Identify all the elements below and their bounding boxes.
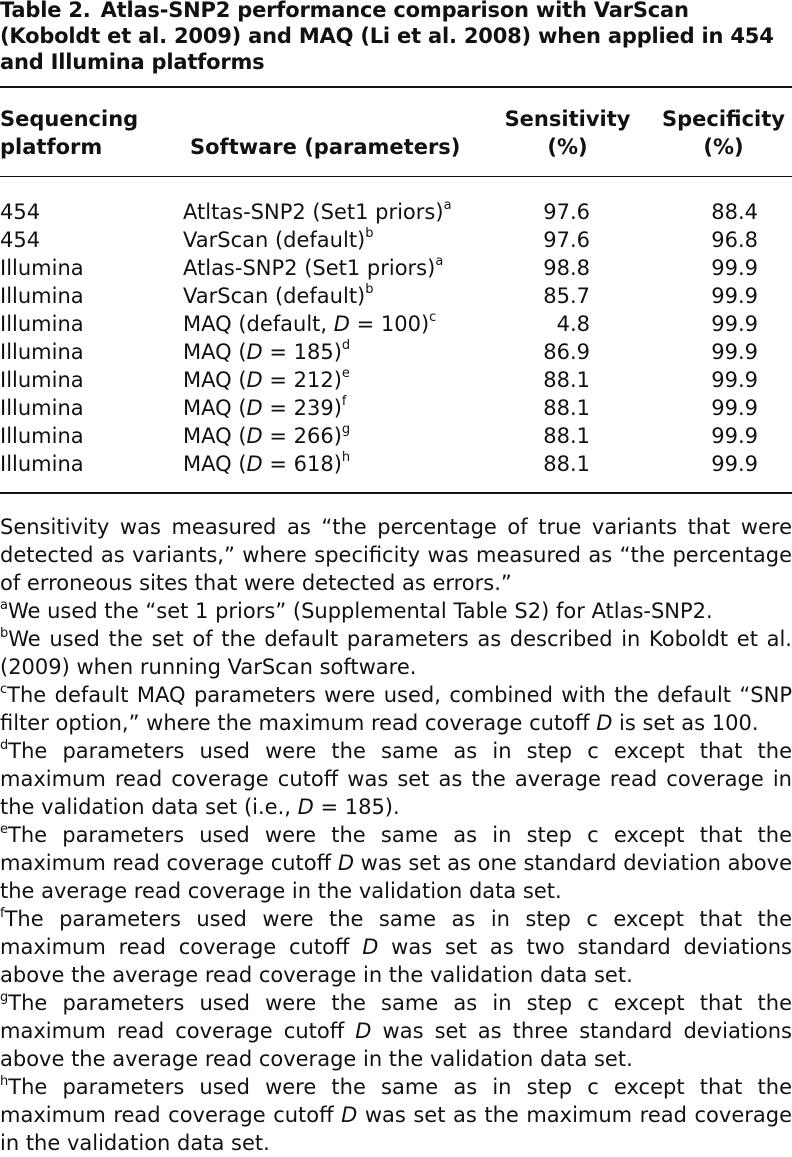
cell-specificity: 99.9	[711, 340, 758, 364]
software-text: VarScan (default)	[183, 228, 366, 252]
cell-specificity: 99.9	[711, 424, 758, 448]
software-text: VarScan (default)	[183, 284, 366, 308]
footnote-text: = 185).	[313, 795, 400, 819]
footnote-h	[0, 1073, 792, 1157]
cell-platform: Illumina	[0, 312, 84, 336]
cell-software	[183, 226, 374, 254]
footnote-text: The parameters used were the same as in step c except that the maximum read coverage cutoff	[0, 823, 792, 875]
software-italic: D	[333, 312, 350, 336]
software-italic: D	[246, 424, 263, 448]
footnote-mark: f	[0, 906, 5, 921]
cell-platform: 454	[0, 200, 41, 224]
footnote-mark: a	[443, 198, 452, 213]
footnote-a	[0, 597, 792, 625]
software-text: Atlas-SNP2 (Set1 priors)	[183, 256, 436, 280]
cell-specificity: 96.8	[711, 228, 758, 252]
footnote-italic: D	[362, 935, 379, 959]
software-text: MAQ (	[183, 396, 247, 420]
header-software: Software (parameters)	[190, 135, 461, 159]
cell-specificity: 88.4	[711, 200, 758, 224]
cell-software	[183, 422, 350, 450]
footnote-text: The parameters used were the same as in step c except that the maximum read coverage cutoff	[0, 907, 792, 959]
table-row	[0, 310, 792, 338]
table-row	[0, 450, 792, 478]
cell-software	[183, 338, 350, 366]
cell-platform: Illumina	[0, 396, 84, 420]
footnote-mark: d	[341, 338, 351, 353]
table-body	[0, 198, 792, 478]
cell-sensitivity: 88.1	[543, 424, 590, 448]
cell-platform: Illumina	[0, 452, 84, 476]
footnote-mark: b	[365, 282, 374, 297]
cell-sensitivity: 98.8	[543, 256, 590, 280]
table-caption	[0, 0, 785, 75]
cell-software	[183, 366, 350, 394]
footnote-mark: f	[341, 394, 347, 409]
table-row	[0, 226, 792, 254]
footnote-b	[0, 625, 792, 681]
cell-sensitivity: 97.6	[543, 200, 590, 224]
table-title: Atlas-SNP2 performance comparison with VarScan (Koboldt et al. 2009) and MAQ (Li et al. 2008) when applied in 454 and Illumina platforms	[0, 0, 774, 74]
cell-platform: Illumina	[0, 340, 84, 364]
cell-software	[183, 198, 452, 226]
cell-platform: Illumina	[0, 284, 84, 308]
table-footnotes	[0, 513, 792, 1157]
cell-sensitivity: 4.8	[556, 312, 590, 336]
footnote-text: The parameters used were the same as in step c except that the maximum read coverage cutoff	[0, 1075, 792, 1127]
footnote-mark: b	[0, 626, 9, 641]
cell-sensitivity: 88.1	[543, 452, 590, 476]
cell-sensitivity: 88.1	[543, 368, 590, 392]
footnote-mark: c	[429, 310, 437, 325]
footnote-text: was set as three standard deviations above the average read coverage in the validation data set.	[0, 1019, 792, 1071]
table-row	[0, 366, 792, 394]
footnote-mark: e	[0, 822, 8, 837]
footnote-mark: g	[341, 422, 351, 437]
footnote-text: was set as two standard deviations above the average read coverage in the validation data set.	[0, 935, 792, 987]
header-sequencing-platform: Sequencing platform	[0, 107, 139, 159]
cell-specificity: 99.9	[711, 312, 758, 336]
cell-software	[183, 450, 350, 478]
software-text: = 239)	[262, 396, 342, 420]
footnote-e	[0, 821, 792, 905]
software-text: MAQ (	[183, 368, 247, 392]
footnote-mark: b	[365, 226, 374, 241]
cell-specificity: 99.9	[711, 284, 758, 308]
footnote-general: Sensitivity was measured as “the percentage of true variants that were detected as variants,” where specificity was measured as “the percentage of erroneous sites that were detected as errors.”	[0, 515, 792, 595]
cell-platform: Illumina	[0, 424, 84, 448]
software-italic: D	[246, 396, 263, 420]
cell-platform: 454	[0, 228, 41, 252]
software-text: = 266)	[262, 424, 342, 448]
footnote-f	[0, 905, 792, 989]
cell-software	[183, 254, 443, 282]
footnote-mark: h	[341, 450, 351, 465]
footnote-mark: d	[0, 738, 9, 753]
footnote-text: The parameters used were the same as in step c except that the maximum read coverage cutoff	[0, 991, 792, 1043]
footnote-text: The default MAQ parameters were used, combined with the default “SNP filter option,” where the maximum read coverage cutoff	[0, 683, 792, 735]
cell-sensitivity: 97.6	[543, 228, 590, 252]
footnote-italic: D	[355, 1019, 372, 1043]
cell-software	[183, 282, 374, 310]
table-row	[0, 198, 792, 226]
footnote-mark: a	[435, 254, 444, 269]
software-italic: D	[246, 368, 263, 392]
software-italic: D	[246, 452, 263, 476]
software-text: MAQ (	[183, 424, 247, 448]
software-text: = 100)	[349, 312, 430, 336]
footnote-italic: D	[341, 1103, 358, 1127]
cell-specificity: 99.9	[711, 368, 758, 392]
cell-platform: Illumina	[0, 256, 84, 280]
cell-sensitivity: 88.1	[543, 396, 590, 420]
software-text: MAQ (default,	[183, 312, 334, 336]
table-row	[0, 422, 792, 450]
software-italic: D	[246, 340, 263, 364]
header-specificity: Specificity (%)	[662, 107, 785, 159]
cell-sensitivity: 85.7	[543, 284, 590, 308]
footnote-mark: a	[0, 598, 8, 613]
cell-sensitivity: 86.9	[543, 340, 590, 364]
cell-software	[183, 310, 436, 338]
footnote-text: was set as the maximum read coverage in the validation data set.	[0, 1103, 792, 1155]
table-row	[0, 338, 792, 366]
table-number: Table 2.	[0, 0, 91, 22]
software-text: = 185)	[262, 340, 342, 364]
table-row	[0, 394, 792, 422]
cell-software	[183, 394, 347, 422]
cell-specificity: 99.9	[711, 452, 758, 476]
software-text: MAQ (	[183, 340, 247, 364]
footnote-italic: D	[337, 851, 354, 875]
table-bottom-rule	[0, 492, 792, 494]
software-text: MAQ (	[183, 452, 247, 476]
table-row	[0, 282, 792, 310]
footnote-text: was set as one standard deviation above the average read coverage in the validation data set.	[0, 851, 792, 903]
cell-specificity: 99.9	[711, 256, 758, 280]
footnote-text: is set as 100.	[612, 711, 759, 735]
footnote-italic: D	[297, 795, 314, 819]
footnote-italic: D	[596, 711, 613, 735]
footnote-c	[0, 681, 792, 737]
footnote-mark: h	[0, 1074, 9, 1089]
table-header-rule	[0, 176, 792, 177]
software-text: = 618)	[262, 452, 342, 476]
cell-platform: Illumina	[0, 368, 84, 392]
footnote-mark: c	[0, 682, 8, 697]
cell-specificity: 99.9	[711, 396, 758, 420]
footnote-d	[0, 737, 792, 821]
software-text: = 212)	[262, 368, 342, 392]
software-text: Atltas-SNP2 (Set1 priors)	[183, 200, 444, 224]
table-top-rule	[0, 86, 792, 88]
footnote-mark: g	[0, 990, 9, 1005]
footnote-g	[0, 989, 792, 1073]
table-row	[0, 254, 792, 282]
footnote-mark: e	[341, 366, 350, 381]
header-sensitivity: Sensitivity (%)	[504, 107, 631, 159]
footnote-text: We used the “set 1 priors” (Supplemental Table S2) for Atlas-SNP2.	[7, 599, 713, 623]
footnote-text: We used the set of the default parameters as described in Koboldt et al. (2009) when running VarScan software.	[0, 627, 792, 679]
footnote-text: The parameters used were the same as in step c except that the maximum read coverage cutoff was set as the average read coverage in the validation data set (i.e.,	[0, 739, 792, 819]
